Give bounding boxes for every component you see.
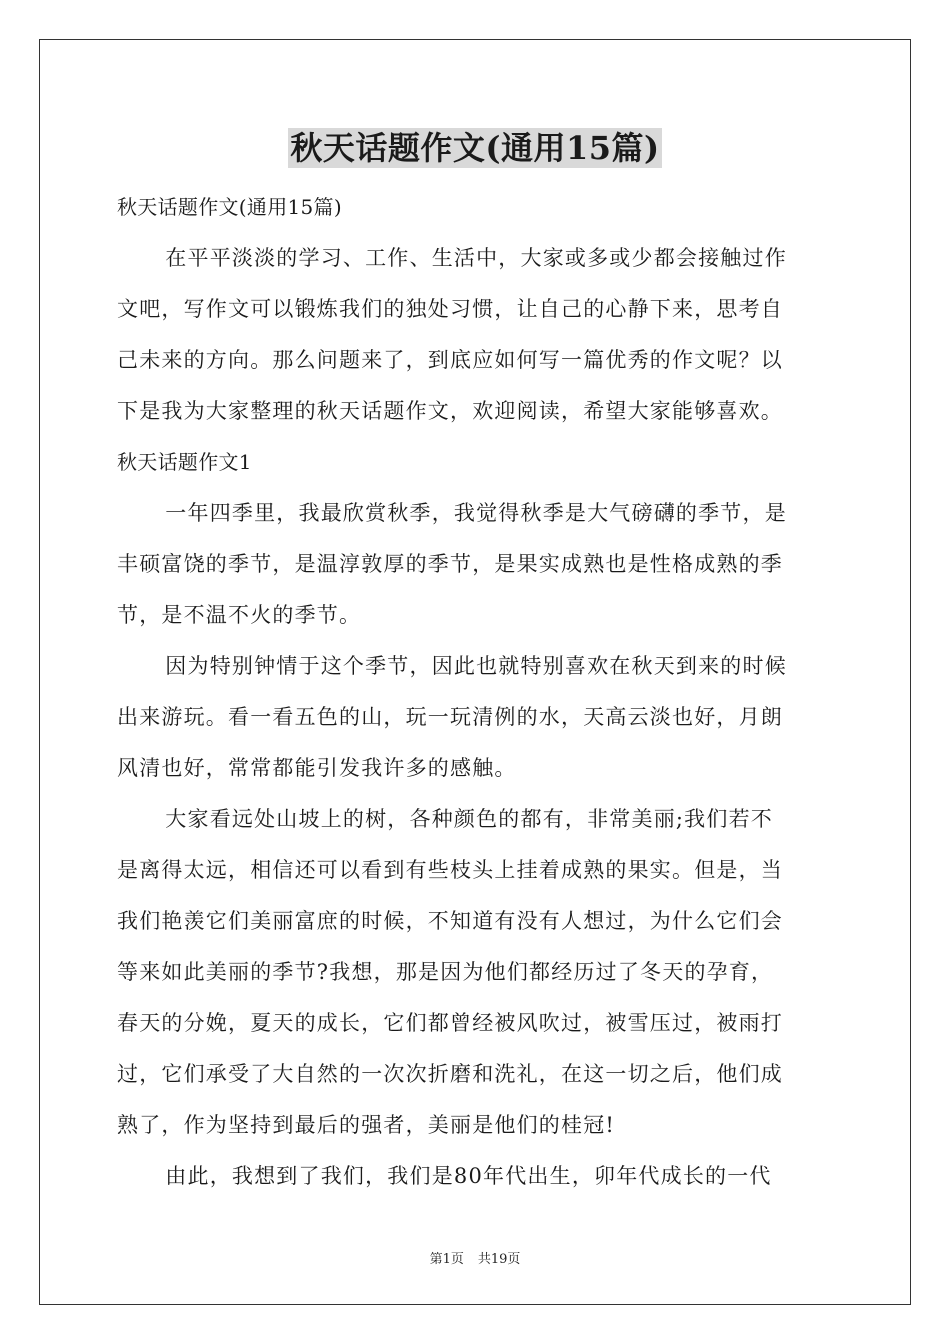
text-line: 熟了，作为坚持到最后的强者，美丽是他们的桂冠! bbox=[117, 1113, 616, 1137]
document-body bbox=[117, 182, 837, 1202]
text-line: 由此，我想到了我们，我们是80年代出生，卯年代成长的一代 bbox=[165, 1164, 772, 1188]
text-line: 大家看远处山坡上的树，各种颜色的都有，非常美丽;我们若不 bbox=[165, 807, 773, 831]
text-line: 秋天话题作文(通用15篇) bbox=[117, 195, 342, 219]
document-title: 秋天话题作文(通用15篇) bbox=[290, 129, 660, 167]
text-line: 一年四季里，我最欣赏秋季，我觉得秋季是大气磅礴的季节，是 bbox=[165, 501, 787, 525]
text-line: 我们艳羡它们美丽富庶的时候，不知道有没有人想过，为什么它们会 bbox=[117, 909, 783, 933]
text-line: 节，是不温不火的季节。 bbox=[117, 603, 362, 627]
page-total: 共19页 bbox=[477, 1252, 521, 1267]
text-line: 秋天话题作文1 bbox=[117, 450, 252, 474]
text-line: 文吧，写作文可以锻炼我们的独处习惯，让自己的心静下来，思考自 bbox=[117, 297, 783, 321]
text-line: 下是我为大家整理的秋天话题作文，欢迎阅读，希望大家能够喜欢。 bbox=[117, 399, 783, 423]
text-line: 因为特别钟情于这个季节，因此也就特别喜欢在秋天到来的时候 bbox=[165, 654, 787, 678]
text-line: 等来如此美丽的季节?我想，那是因为他们都经历过了冬天的孕育， bbox=[117, 960, 774, 984]
text-line: 己未来的方向。那么问题来了，到底应如何写一篇优秀的作文呢？以 bbox=[117, 348, 783, 372]
text-line: 风清也好，常常都能引发我许多的感触。 bbox=[117, 756, 517, 780]
text-line: 在平平淡淡的学习、工作、生活中，大家或多或少都会接触过作 bbox=[165, 246, 787, 270]
text-line: 春天的分娩，夏天的成长，它们都曾经被风吹过，被雪压过，被雨打 bbox=[117, 1011, 783, 1035]
page-number: 第1页 bbox=[429, 1252, 464, 1267]
text-line: 是离得太远，相信还可以看到有些枝头上挂着成熟的果实。但是，当 bbox=[117, 858, 783, 882]
text-line: 出来游玩。看一看五色的山，玩一玩清例的水，天高云淡也好，月朗 bbox=[117, 705, 783, 729]
text-line: 过，它们承受了大自然的一次次折磨和洗礼，在这一切之后，他们成 bbox=[117, 1062, 783, 1086]
page-footer bbox=[0, 1248, 950, 1267]
text-line: 丰硕富饶的季节，是温淳敦厚的季节，是果实成熟也是性格成熟的季 bbox=[117, 552, 783, 576]
title-container bbox=[0, 128, 950, 168]
